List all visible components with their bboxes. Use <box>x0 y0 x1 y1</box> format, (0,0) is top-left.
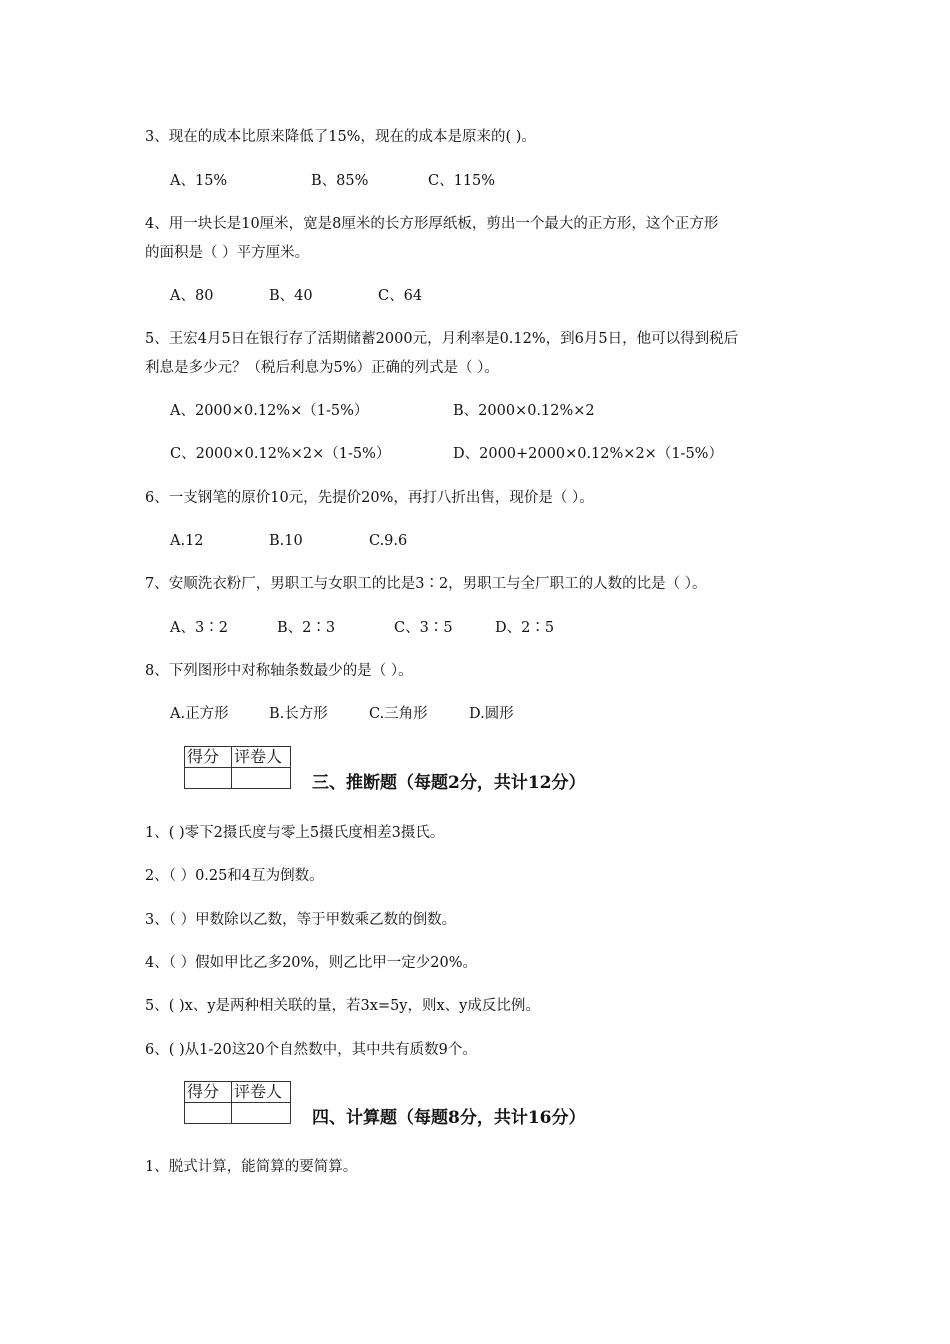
score-box-section3 <box>184 746 291 789</box>
question-5-text-line1: 5、王宏4月5日在银行存了活期储蓄2000元，月利率是0.12%，到6月5日，他可以得到税后 <box>145 331 739 347</box>
question-3-text: 3、现在的成本比原来降低了15%，现在的成本是原来的( )。 <box>145 129 536 145</box>
question-7-option-b: B、2∶3 <box>277 620 336 636</box>
score-label: 得分 <box>185 747 232 768</box>
section3-item-3: 3、（ ）甲数除以乙数，等于甲数乘乙数的倒数。 <box>145 912 457 928</box>
question-6-text: 6、一支钢笔的原价10元，先提价20%，再打八折出售，现价是（ ）。 <box>145 490 594 506</box>
section4-title: 四、计算题（每题8分，共计16分） <box>312 1108 586 1128</box>
grader-label: 评卷人 <box>232 747 291 768</box>
question-8-option-d: D.圆形 <box>469 706 514 722</box>
score-cell <box>185 768 232 789</box>
question-5-option-d: D、2000+2000×0.12%×2×（1-5%） <box>453 446 723 462</box>
question-6-option-a: A.12 <box>170 533 204 549</box>
score-label: 得分 <box>185 1082 232 1103</box>
question-3-option-a: A、15% <box>170 173 228 189</box>
section3-item-4: 4、（ ）假如甲比乙多20%，则乙比甲一定少20%。 <box>145 955 478 971</box>
question-7-option-a: A、3∶2 <box>170 620 228 636</box>
question-7-option-d: D、2∶5 <box>495 620 555 636</box>
grader-cell <box>232 768 291 789</box>
section3-item-5: 5、( )x、y是两种相关联的量，若3x=5y，则x、y成反比例。 <box>145 998 540 1014</box>
section3-item-2: 2、（ ）0.25和4互为倒数。 <box>145 868 324 884</box>
question-4-text-line1: 4、用一块长是10厘米，宽是8厘米的长方形厚纸板，剪出一个最大的正方形，这个正方形 <box>145 216 719 232</box>
section3-title: 三、推断题（每题2分，共计12分） <box>312 773 586 793</box>
question-3-option-c: C、115% <box>428 173 496 189</box>
question-4-option-a: A、80 <box>170 288 214 304</box>
question-4-option-c: C、64 <box>378 288 423 304</box>
question-8-option-b: B.长方形 <box>269 706 328 722</box>
question-8-option-c: C.三角形 <box>369 706 428 722</box>
question-8-option-a: A.正方形 <box>170 706 229 722</box>
question-5-option-a: A、2000×0.12%×（1-5%） <box>170 403 369 419</box>
section3-item-6: 6、( )从1-20这20个自然数中，其中共有质数9个。 <box>145 1042 477 1058</box>
score-box-section4 <box>184 1081 291 1124</box>
question-6-option-b: B.10 <box>269 533 303 549</box>
question-3-option-b: B、85% <box>311 173 369 189</box>
question-5-option-b: B、2000×0.12%×2 <box>453 403 595 419</box>
question-6-option-c: C.9.6 <box>369 533 408 549</box>
question-7-option-c: C、3∶5 <box>394 620 453 636</box>
question-7-text: 7、安顺洗衣粉厂，男职工与女职工的比是3∶2，男职工与全厂职工的人数的比是（ ）。 <box>145 576 707 592</box>
question-4-option-b: B、40 <box>269 288 313 304</box>
score-cell <box>185 1103 232 1124</box>
grader-cell <box>232 1103 291 1124</box>
question-5-text-line2: 利息是多少元？（税后利息为5%）正确的列式是（ ）。 <box>145 360 499 376</box>
section3-item-1: 1、( )零下2摄氏度与零上5摄氏度相差3摄氏。 <box>145 825 445 841</box>
question-4-text-line2: 的面积是（ ）平方厘米。 <box>145 245 310 261</box>
section4-item-1: 1、脱式计算，能简算的要简算。 <box>145 1159 358 1175</box>
question-8-text: 8、下列图形中对称轴条数最少的是（ ）。 <box>145 663 413 679</box>
grader-label: 评卷人 <box>232 1082 291 1103</box>
question-5-option-c: C、2000×0.12%×2×（1-5%） <box>170 446 391 462</box>
